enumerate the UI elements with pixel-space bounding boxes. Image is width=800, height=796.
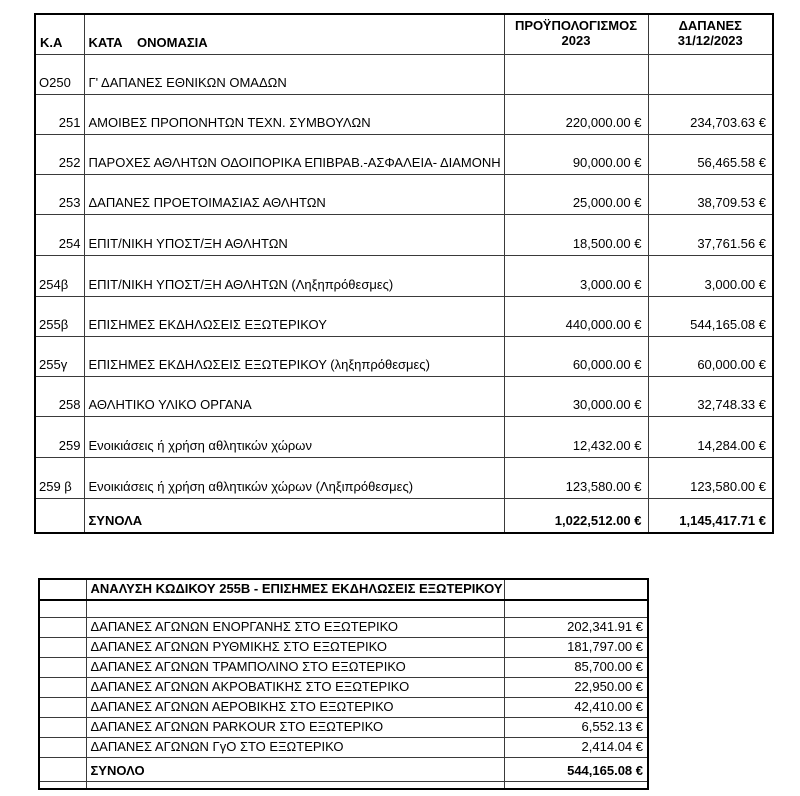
cell-blank [86, 600, 504, 617]
cell-blank [39, 737, 86, 757]
header-expense-line2: 31/12/2023 [677, 32, 743, 48]
cell-budget: 60,000.00 € [504, 336, 648, 376]
cell-name: ΑΜΟΙΒΕΣ ΠΡΟΠΟΝΗΤΩΝ ΤΕΧΝ. ΣΥΜΒΟΥΛΩΝ [84, 94, 504, 134]
header-budget-line1: ΠΡΟΫΠΟΛΟΓΙΣΜΟΣ [514, 17, 638, 33]
totals-expense: 1,145,417.71 € [648, 498, 773, 533]
totals-budget: 1,022,512.00 € [504, 498, 648, 533]
cell-blank [504, 579, 648, 600]
cell-budget: 220,000.00 € [504, 94, 648, 134]
cell-blank [39, 657, 86, 677]
table-row [39, 697, 648, 717]
cell-blank [39, 781, 86, 789]
cell-expense: 544,165.08 € [648, 296, 773, 336]
analysis-title: ΑΝΑΛΥΣΗ ΚΩΔΙΚΟΥ 255Β - ΕΠΙΣΗΜΕΣ ΕΚΔΗΛΩΣΕΙΣ ΕΞΩΤΕΡΙΚΟΥ [86, 579, 504, 600]
cell-budget: 440,000.00 € [504, 296, 648, 336]
cell-expense: 234,703.63 € [648, 94, 773, 134]
table-row [35, 134, 773, 174]
cell-name: ΠΑΡΟΧΕΣ ΑΘΛΗΤΩΝ ΟΔΟΙΠΟΡΙΚΑ ΕΠΙΒΡΑΒ.-ΑΣΦΑΛΕΙΑ- ΔΙΑΜΟΝΗ [84, 134, 504, 174]
cell-name: ΕΠΙΤ/ΝΙΚΗ ΥΠΟΣΤ/ΞΗ ΑΘΛΗΤΩΝ (Ληξηπρόθεσμες) [84, 255, 504, 296]
cell-amount: 85,700.00 € [504, 657, 648, 677]
cell-expense: 123,580.00 € [648, 457, 773, 498]
table-row [39, 637, 648, 657]
cell-expense: 37,761.56 € [648, 214, 773, 255]
table-row [35, 94, 773, 134]
code-255b-analysis-table [38, 578, 649, 790]
cell-expense [648, 54, 773, 94]
cell-expense: 56,465.58 € [648, 134, 773, 174]
table-row [39, 737, 648, 757]
cell-amount: 6,552.13 € [504, 717, 648, 737]
cell-budget: 3,000.00 € [504, 255, 648, 296]
cell-amount: 202,341.91 € [504, 617, 648, 637]
table-row [35, 296, 773, 336]
cell-name: ΔΑΠΑΝΕΣ ΑΓΩΝΩΝ ΤΡΑΜΠΟΛΙΝΟ ΣΤΟ ΕΞΩΤΕΡΙΚΟ [86, 657, 504, 677]
cell-amount: 22,950.00 € [504, 677, 648, 697]
cell-budget [504, 54, 648, 94]
cell-code: 252 [35, 134, 84, 174]
cell-expense: 14,284.00 € [648, 416, 773, 457]
cell-name: Ενοικιάσεις ή χρήση αθλητικών χώρων [84, 416, 504, 457]
cell-amount: 2,414.04 € [504, 737, 648, 757]
cell-code: 258 [35, 376, 84, 416]
cell-blank [39, 677, 86, 697]
cell-name: ΑΘΛΗΤΙΚΟ ΥΛΙΚΟ ΟΡΓΑΝΑ [84, 376, 504, 416]
totals-row [39, 757, 648, 781]
cell-code: 253 [35, 174, 84, 214]
table-row [35, 54, 773, 94]
cell-blank [504, 781, 648, 789]
cell-code: 254 [35, 214, 84, 255]
header-expense-line1: ΔΑΠΑΝΕΣ [678, 17, 742, 33]
header-budget-line2: 2023 [561, 32, 591, 48]
cell-code: Ο250 [35, 54, 84, 94]
cell-code: 259 [35, 416, 84, 457]
cell-name: ΔΑΠΑΝΕΣ ΑΓΩΝΩΝ ΡΥΘΜΙΚΗΣ ΣΤΟ ΕΞΩΤΕΡΙΚΟ [86, 637, 504, 657]
cell-code [35, 498, 84, 533]
cell-name: ΔΑΠΑΝΕΣ ΑΓΩΝΩΝ ΕΝΟΡΓΑΝΗΣ ΣΤΟ ΕΞΩΤΕΡΙΚΟ [86, 617, 504, 637]
cell-name: ΕΠΙΣΗΜΕΣ ΕΚΔΗΛΩΣΕΙΣ ΕΞΩΤΕΡΙΚΟΥ [84, 296, 504, 336]
table-header-row [35, 14, 773, 54]
cell-code: 255γ [35, 336, 84, 376]
header-expense [648, 14, 773, 54]
cell-expense: 60,000.00 € [648, 336, 773, 376]
cell-name: ΕΠΙΣΗΜΕΣ ΕΚΔΗΛΩΣΕΙΣ ΕΞΩΤΕΡΙΚΟΥ (ληξηπρόθεσμες) [84, 336, 504, 376]
cell-code: 259 β [35, 457, 84, 498]
cell-name: ΔΑΠΑΝΕΣ ΑΓΩΝΩΝ ΑΚΡΟΒΑΤΙΚΗΣ ΣΤΟ ΕΞΩΤΕΡΙΚΟ [86, 677, 504, 697]
cell-blank [39, 600, 86, 617]
cell-expense: 38,709.53 € [648, 174, 773, 214]
totals-amount: 544,165.08 € [504, 757, 648, 781]
table-row [35, 376, 773, 416]
table-row [35, 255, 773, 296]
cell-amount: 42,410.00 € [504, 697, 648, 717]
spacer-row [39, 600, 648, 617]
header-name: ΚΑΤΑ ΟΝΟΜΑΣΙΑ [84, 14, 504, 54]
cell-name: ΔΑΠΑΝΕΣ ΑΓΩΝΩΝ PARKOUR ΣΤΟ ΕΞΩΤΕΡΙΚΟ [86, 717, 504, 737]
cell-budget: 18,500.00 € [504, 214, 648, 255]
cell-blank [39, 717, 86, 737]
header-code: Κ.Α [35, 14, 84, 54]
table-row [35, 336, 773, 376]
cell-budget: 123,580.00 € [504, 457, 648, 498]
cell-budget: 30,000.00 € [504, 376, 648, 416]
cell-blank [39, 757, 86, 781]
table-row [35, 416, 773, 457]
cell-name: ΔΑΠΑΝΕΣ ΑΓΩΝΩΝ ΓγΟ ΣΤΟ ΕΞΩΤΕΡΙΚΟ [86, 737, 504, 757]
cell-amount: 181,797.00 € [504, 637, 648, 657]
spacer-row [39, 781, 648, 789]
cell-blank [39, 697, 86, 717]
cell-expense: 32,748.33 € [648, 376, 773, 416]
cell-blank [39, 637, 86, 657]
table-row [35, 457, 773, 498]
cell-budget: 90,000.00 € [504, 134, 648, 174]
cell-code: 251 [35, 94, 84, 134]
cell-expense: 3,000.00 € [648, 255, 773, 296]
cell-name: ΔΑΠΑΝΕΣ ΠΡΟΕΤΟΙΜΑΣΙΑΣ ΑΘΛΗΤΩΝ [84, 174, 504, 214]
table-row [35, 214, 773, 255]
table-row [39, 617, 648, 637]
totals-row [35, 498, 773, 533]
cell-blank [39, 617, 86, 637]
cell-blank [86, 781, 504, 789]
budget-expenses-table [34, 13, 774, 534]
table-row [39, 657, 648, 677]
table-row [39, 677, 648, 697]
table-row [39, 717, 648, 737]
cell-code: 254β [35, 255, 84, 296]
cell-name: Γ' ΔΑΠΑΝΕΣ ΕΘΝΙΚΩΝ ΟΜΑΔΩΝ [84, 54, 504, 94]
cell-name: Ενοικιάσεις ή χρήση αθλητικών χώρων (Ληξιπρόθεσμες) [84, 457, 504, 498]
header-budget [504, 14, 648, 54]
cell-budget: 12,432.00 € [504, 416, 648, 457]
totals-label: ΣΥΝΟΛΑ [84, 498, 504, 533]
cell-name: ΕΠΙΤ/ΝΙΚΗ ΥΠΟΣΤ/ΞΗ ΑΘΛΗΤΩΝ [84, 214, 504, 255]
cell-blank [39, 579, 86, 600]
cell-code: 255β [35, 296, 84, 336]
analysis-title-row [39, 579, 648, 600]
table-row [35, 174, 773, 214]
cell-blank [504, 600, 648, 617]
totals-label: ΣΥΝΟΛΟ [86, 757, 504, 781]
cell-name: ΔΑΠΑΝΕΣ ΑΓΩΝΩΝ ΑΕΡΟΒΙΚΗΣ ΣΤΟ ΕΞΩΤΕΡΙΚΟ [86, 697, 504, 717]
cell-budget: 25,000.00 € [504, 174, 648, 214]
